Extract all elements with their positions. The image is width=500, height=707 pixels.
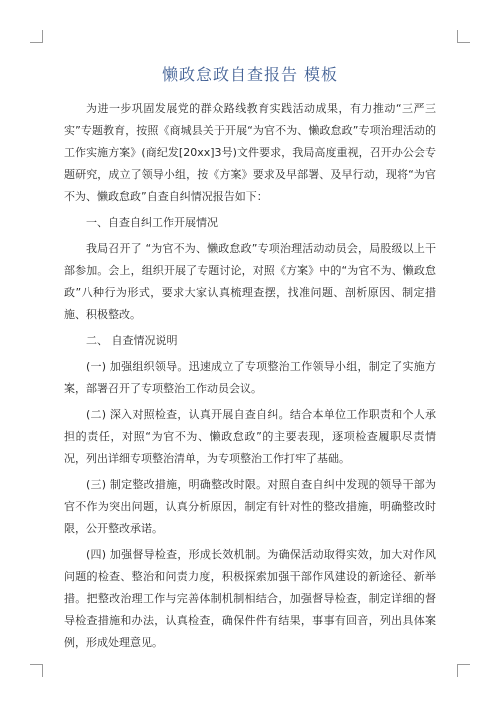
document-body [64, 98, 436, 654]
item-4-paragraph: (四) 加强督导检查，形成长效机制。为确保活动取得实效，加大对作风问题的检查、整治和问责力度，积极探索加强干部作风建设的新途径、新举措。把整改治理工作与完善体制机制相结合，加强督导检查，制定详细的督导检查措施和办法，认真检查，确保件件有结果，事事有回音，列出具体案例，形成处理意见。 [64, 548, 436, 649]
crop-mark-bottom-left [30, 664, 43, 677]
intro-paragraph: 为进一步巩固发展党的群众路线教育实践活动成果，有力推动“三严三实”专题教育，按照《商城县关于开展“为官不为、懒政怠政”专项治理活动的工作实施方案》(商纪发[20xx]3号)文件要求，我局高度重视，召开办公会专题研究，成立了领导小组，按《方案》要求及早部署、及早行动，现将“为官不为、懒政怠政”自查自纠情况报告如下： [64, 102, 436, 203]
section-heading-1: 一、自查自纠工作开展情况 [86, 216, 218, 229]
section-1-paragraph: 我局召开了 “为官不为、懒政怠政”专项治理活动动员会，局股级以上干部参加。会上，组织开展了专题讨论，对照《方案》中的“为官不为、懒政怠政”八种行为形式，要求大家认真梳理查摆，找准问题、剖析原因、制定措施、积极整改。 [64, 242, 436, 321]
item-1-paragraph: (一) 加强组织领导。迅速成立了专项整治工作领导小组，制定了实施方案，部署召开了专项整治工作动员会议。 [64, 360, 436, 395]
section-heading-2: 二、 自查情况说明 [86, 334, 178, 347]
crop-mark-top-right [457, 30, 470, 43]
page-title: 懒政怠政自查报告 模板 [161, 65, 339, 84]
item-2-paragraph: (二) 深入对照检查，认真开展自查自纠。结合本单位工作职责和个人承担的责任，对照“为官不为、懒政怠政”的主要表现，逐项检查履职尽责情况，列出详细专项整治清单，为专项整治工作打牢了基础。 [64, 408, 436, 465]
crop-mark-bottom-right [457, 664, 470, 677]
crop-mark-top-left [30, 30, 43, 43]
item-3-paragraph: (三) 制定整改措施，明确整改时限。对照自查自纠中发现的领导干部为官不作为突出问题，认真分析原因，制定有针对性的整改措施，明确整改时限，公开整改承诺。 [64, 478, 436, 535]
